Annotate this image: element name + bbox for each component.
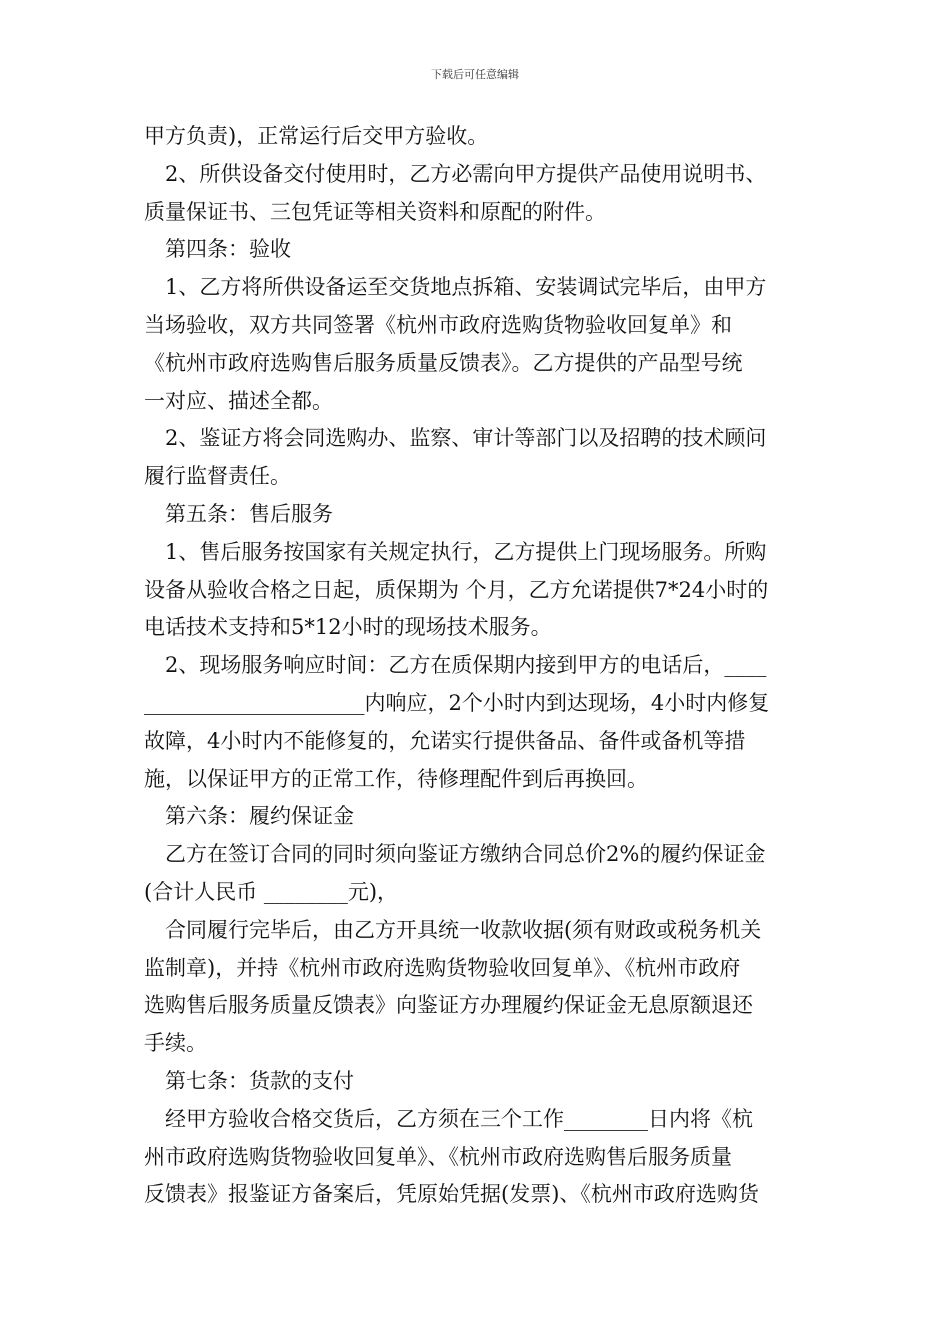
text-line: 当场验收，双方共同签署《杭州市政府选购货物验收回复单》和 bbox=[144, 312, 732, 337]
text-line: 反馈表》报鉴证方备案后，凭原始凭据(发票)、《杭州市政府选购货 bbox=[144, 1182, 759, 1207]
text-line: 一对应、描述全都。 bbox=[144, 388, 333, 413]
text-line: 合同履行完毕后，由乙方开具统一收款收据(须有财政或税务机关 bbox=[144, 917, 762, 942]
document-body bbox=[144, 118, 808, 1214]
text-line: 履行监督责任。 bbox=[144, 464, 291, 489]
text-line: 设备从验收合格之日起，质保期为 个月，乙方允诺提供7*24小时的 bbox=[144, 577, 769, 602]
text-line: 2、所供设备交付使用时，乙方必需向甲方提供产品使用说明书、 bbox=[144, 161, 767, 186]
page-header: 下载后可任意编辑 bbox=[431, 68, 519, 81]
text-line: 《杭州市政府选购售后服务质量反馈表》。乙方提供的产品型号统 bbox=[144, 350, 743, 375]
text-line: 经甲方验收合格交货后，乙方须在三个工作________日内将《杭 bbox=[144, 1106, 753, 1131]
text-line: 1、乙方将所供设备运至交货地点拆箱、安装调试完毕后，由甲方 bbox=[144, 275, 767, 300]
text-line: (合计人民币 ________元)， bbox=[144, 879, 399, 904]
text-line: 2、现场服务响应时间：乙方在质保期内接到甲方的电话后，____ bbox=[144, 653, 767, 678]
text-line: 1、售后服务按国家有关规定执行，乙方提供上门现场服务。所购 bbox=[144, 539, 767, 564]
text-line: 选购售后服务质量反馈表》向鉴证方办理履约保证金无息原额退还 bbox=[144, 993, 753, 1018]
text-line: _____________________内响应，2个小时内到达现场，4小时内修复 bbox=[144, 690, 770, 715]
section-heading: 第五条：售后服务 bbox=[144, 501, 333, 526]
text-line: 故障，4小时内不能修复的，允诺实行提供备品、备件或备机等措 bbox=[144, 728, 746, 753]
section-heading: 第七条：货款的支付 bbox=[144, 1068, 354, 1093]
section-heading: 第四条：验收 bbox=[144, 237, 291, 262]
text-line: 州市政府选购货物验收回复单》、《杭州市政府选购售后服务质量 bbox=[144, 1144, 732, 1169]
text-line: 乙方在签订合同的同时须向鉴证方缴纳合同总价2%的履约保证金 bbox=[144, 842, 766, 867]
text-line: 手续。 bbox=[144, 1031, 207, 1056]
text-line: 电话技术支持和5*12小时的现场技术服务。 bbox=[144, 615, 552, 640]
text-line: 质量保证书、三包凭证等相关资料和原配的附件。 bbox=[144, 199, 606, 224]
section-heading: 第六条：履约保证金 bbox=[144, 804, 354, 829]
text-line: 施，以保证甲方的正常工作，待修理配件到后再换回。 bbox=[144, 766, 648, 791]
text-line: 监制章)，并持《杭州市政府选购货物验收回复单》、《杭州市政府 bbox=[144, 955, 741, 980]
text-line: 甲方负责)，正常运行后交甲方验收。 bbox=[144, 124, 489, 148]
text-line: 2、鉴证方将会同选购办、监察、审计等部门以及招聘的技术顾问 bbox=[144, 426, 767, 451]
